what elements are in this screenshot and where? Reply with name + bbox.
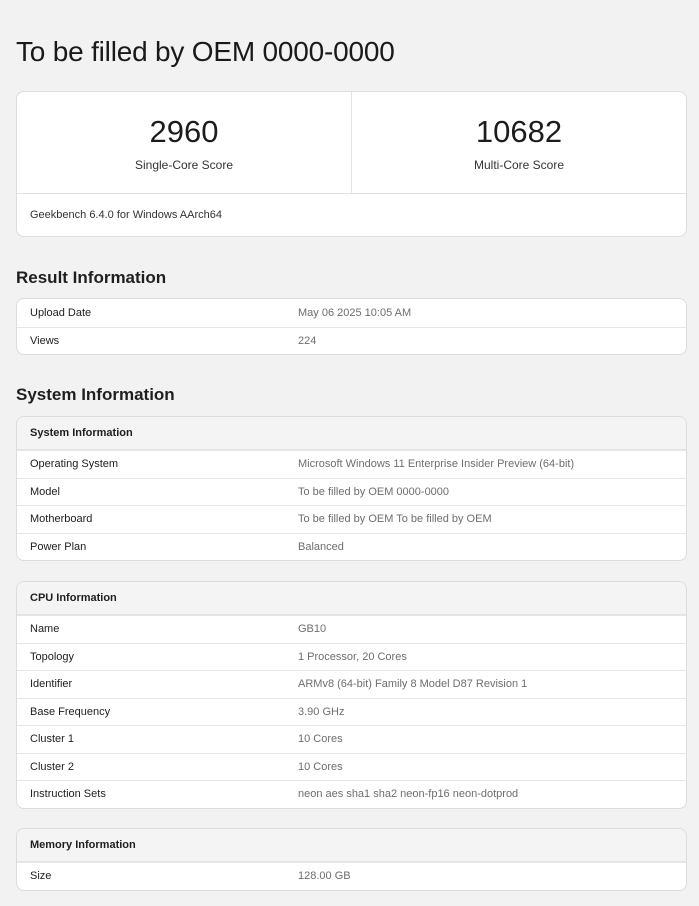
- row-value: May 06 2025 10:05 AM: [298, 306, 412, 319]
- row-key: Topology: [30, 650, 75, 663]
- memory-information-card-header: Memory Information: [17, 829, 686, 862]
- row-key: Identifier: [30, 678, 73, 691]
- benchmark-version: Geekbench 6.4.0 for Windows AArch64: [30, 209, 222, 221]
- result-information-heading: Result Information: [16, 268, 167, 287]
- row-key: Size: [30, 870, 52, 883]
- multi-core-score-label: Multi-Core Score: [473, 158, 565, 172]
- system-information-card-header: System Information: [17, 417, 686, 450]
- score-card: [16, 91, 687, 237]
- row-value: Microsoft Windows 11 Enterprise Insider Preview (64-bit): [298, 458, 575, 471]
- table-row: [17, 862, 686, 890]
- row-value: Balanced: [298, 540, 344, 553]
- cpu-information-card: [16, 581, 687, 809]
- row-key: Model: [30, 485, 60, 498]
- table-row: [17, 478, 686, 506]
- row-value: To be filled by OEM 0000-0000: [298, 485, 450, 498]
- table-row: [17, 753, 686, 781]
- table-row: [17, 670, 686, 698]
- row-key: Cluster 2: [30, 760, 75, 773]
- row-value: To be filled by OEM To be filled by OEM: [298, 513, 492, 526]
- row-key: Base Frequency: [30, 705, 111, 718]
- table-row: [17, 299, 686, 327]
- table-row: [17, 533, 686, 561]
- table-row: [17, 780, 686, 808]
- table-row: [17, 698, 686, 726]
- cpu-information-card-header: CPU Information: [17, 582, 686, 615]
- table-row: [17, 450, 686, 478]
- row-key: Name: [30, 623, 60, 636]
- page-title: To be filled by OEM 0000-0000: [16, 36, 395, 67]
- single-core-score-cell: [17, 92, 351, 193]
- row-value: ARMv8 (64-bit) Family 8 Model D87 Revision 1: [298, 678, 528, 691]
- row-key: Operating System: [30, 458, 119, 471]
- row-key: Upload Date: [30, 306, 92, 319]
- multi-core-score-cell: [351, 92, 686, 193]
- row-value: 3.90 GHz: [298, 705, 345, 718]
- result-information-card: [16, 298, 687, 355]
- row-key: Motherboard: [30, 513, 93, 526]
- system-information-heading: System Information: [16, 385, 175, 404]
- multi-core-score-value: 10682: [475, 114, 563, 149]
- table-row: [17, 725, 686, 753]
- table-row: [17, 505, 686, 533]
- row-value: 10 Cores: [298, 733, 343, 746]
- single-core-score-label: Single-Core Score: [134, 158, 234, 172]
- score-row: [17, 92, 686, 194]
- row-value: 224: [298, 334, 317, 347]
- row-key: Power Plan: [30, 540, 87, 553]
- table-row: [17, 643, 686, 671]
- row-value: GB10: [298, 623, 327, 636]
- system-information-card: [16, 416, 687, 561]
- row-key: Views: [30, 334, 60, 347]
- row-value: neon aes sha1 sha2 neon-fp16 neon-dotprod: [298, 788, 519, 801]
- row-value: 128.00 GB: [298, 870, 351, 883]
- row-key: Instruction Sets: [30, 788, 106, 801]
- row-value: 1 Processor, 20 Cores: [298, 650, 407, 663]
- table-row: [17, 615, 686, 643]
- single-core-score-value: 2960: [149, 114, 219, 149]
- row-value: 10 Cores: [298, 760, 343, 773]
- table-row: [17, 327, 686, 355]
- memory-information-card: [16, 828, 687, 891]
- row-key: Cluster 1: [30, 733, 75, 746]
